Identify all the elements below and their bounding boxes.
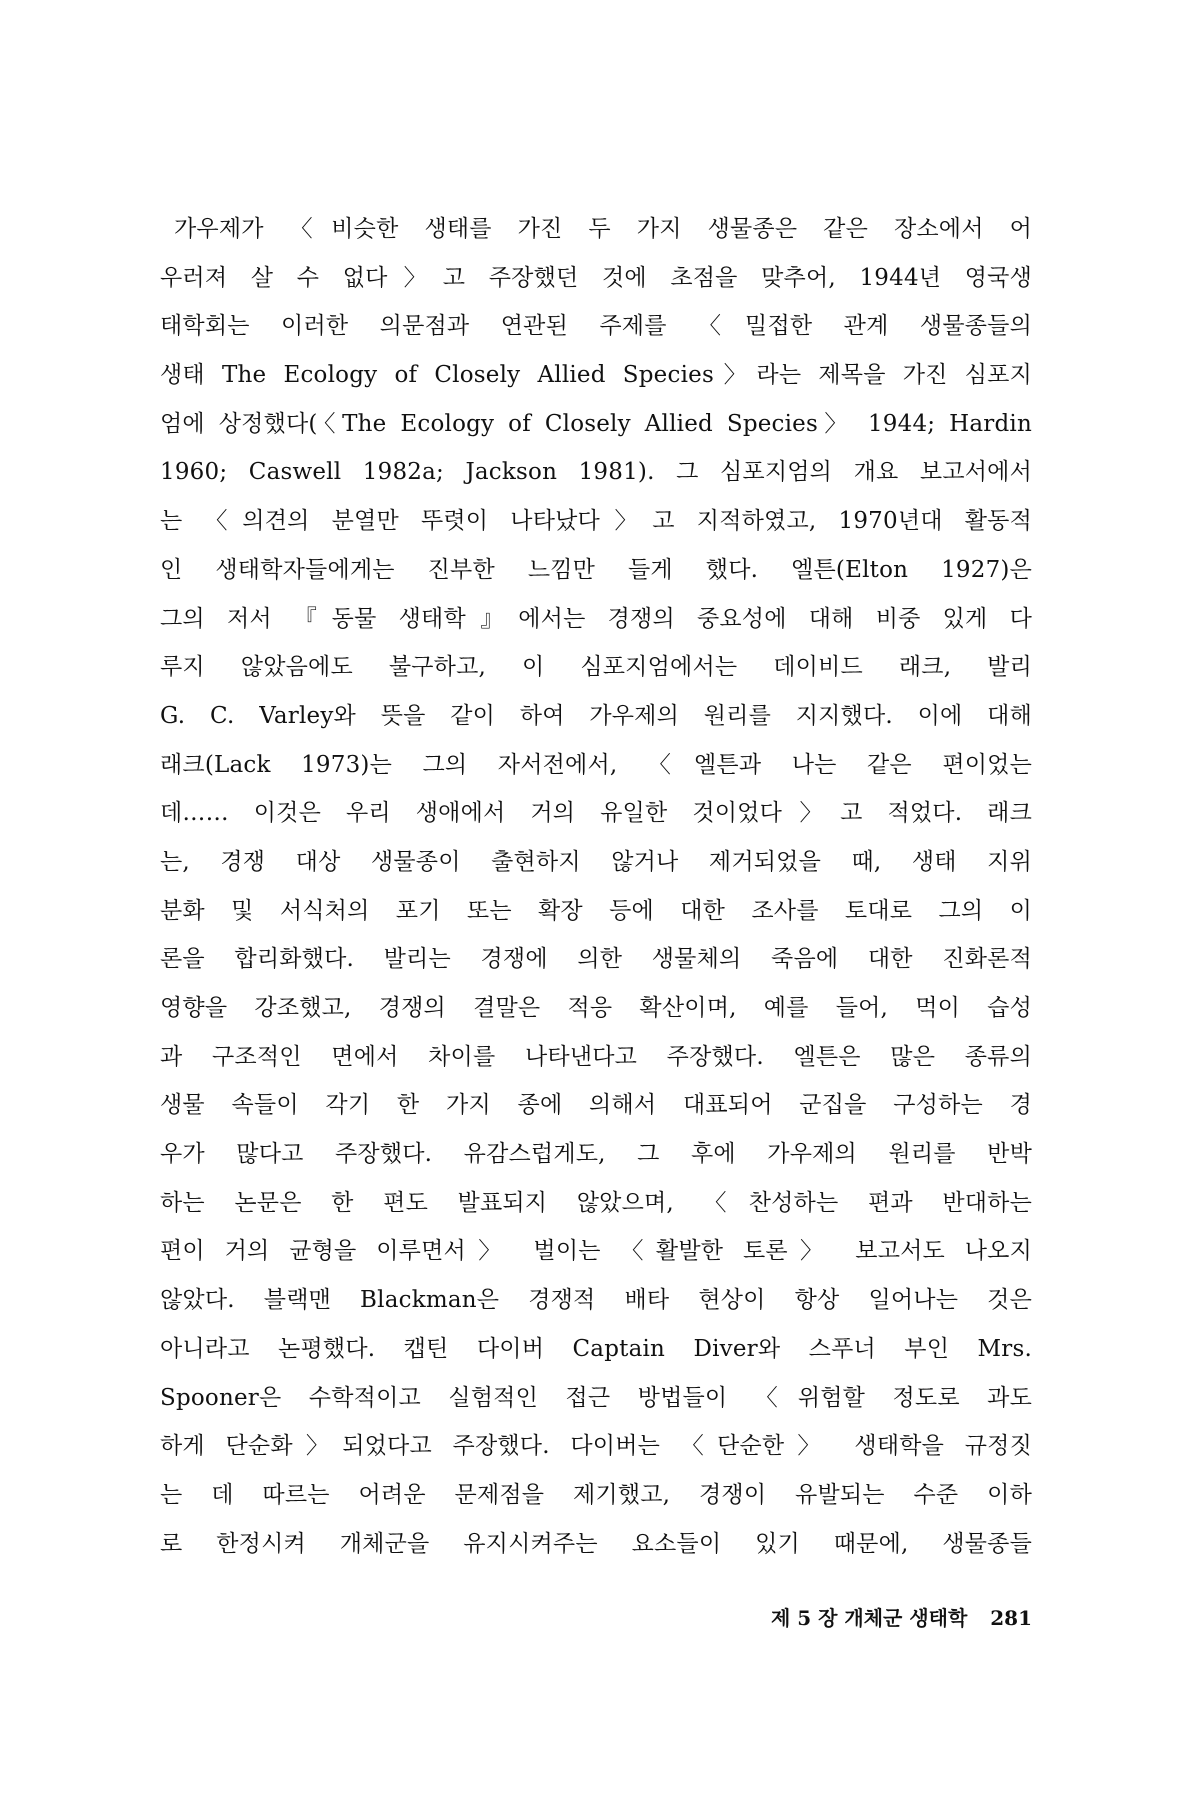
text-line: 편이 거의 균형을 이루면서〉 벌이는 〈활발한 토론〉 보고서도 나오지 (160, 1238, 1032, 1265)
text-line: G. C. Varley와 뜻을 같이 하여 가우제의 원리를 지지했다. 이에 대해 (160, 702, 1032, 729)
text-line: 생물 속들이 각기 한 가지 종에 의해서 대표되어 군집을 구성하는 경 (160, 1092, 1032, 1119)
page-footer (771, 1602, 1032, 1631)
page-number: 281 (990, 1606, 1032, 1630)
text-line: 분화 및 서식처의 포기 또는 확장 등에 대한 조사를 토대로 그의 이 (160, 897, 1032, 924)
running-footer-chapter: 제 5 장 개체군 생태학 (770, 1606, 968, 1630)
text-line: 태학회는 이러한 의문점과 연관된 주제를 〈밀접한 관계 생물종들의 (160, 313, 1032, 340)
text-line: 인 생태학자들에게는 진부한 느낌만 들게 했다. 엘튼(Elton 1927)은 (160, 556, 1032, 583)
text-line: 로 한정시켜 개체군을 유지시켜주는 요소들이 있기 때문에, 생물종들 (160, 1530, 1032, 1557)
text-line: 데…… 이것은 우리 생애에서 거의 유일한 것이었다〉고 적었다. 래크 (160, 800, 1032, 827)
text-line: 우러져 살 수 없다〉고 주장했던 것에 초점을 맞추어, 1944년 영국생 (160, 264, 1032, 291)
text-line: 않았다. 블랙맨 Blackman은 경쟁적 배타 현상이 항상 일어나는 것은 (160, 1287, 1032, 1314)
text-line: 는 〈의견의 분열만 뚜렷이 나타났다〉고 지적하였고, 1970년대 활동적 (160, 508, 1032, 535)
text-line: 래크(Lack 1973)는 그의 자서전에서, 〈엘튼과 나는 같은 편이었는 (160, 751, 1032, 778)
text-line: 가우제가 〈비슷한 생태를 가진 두 가지 생물종은 같은 장소에서 어 (174, 216, 1032, 242)
text-line: 그의 저서 『동물 생태학』에서는 경쟁의 중요성에 대해 비중 있게 다 (160, 605, 1032, 632)
text-line: 1960; Caswell 1982a; Jackson 1981). 그 심포지엄의 개요 보고서에서 (160, 459, 1032, 486)
text-line: 론을 합리화했다. 발리는 경쟁에 의한 생물체의 죽음에 대한 진화론적 (160, 946, 1032, 973)
text-line: 하는 논문은 한 편도 발표되지 않았으며, 〈찬성하는 편과 반대하는 (160, 1189, 1032, 1216)
text-line: 영향을 강조했고, 경쟁의 결말은 적응 확산이며, 예를 들어, 먹이 습성 (160, 995, 1032, 1021)
text-line: 는, 경쟁 대상 생물종이 출현하지 않거나 제거되었을 때, 생태 지위 (160, 848, 1032, 875)
text-line: Spooner은 수학적이고 실험적인 접근 방법들이 〈위험할 정도로 과도 (160, 1384, 1032, 1411)
body-text (160, 205, 1032, 1568)
text-line: 엄에 상정했다(〈The Ecology of Closely Allied Species〉 1944; Hardin (160, 410, 1032, 437)
text-line: 우가 많다고 주장했다. 유감스럽게도, 그 후에 가우제의 원리를 반박 (160, 1141, 1032, 1168)
text-line: 과 구조적인 면에서 차이를 나타낸다고 주장했다. 엘튼은 많은 종류의 (160, 1043, 1032, 1070)
text-line: 하게 단순화〉되었다고 주장했다. 다이버는 〈단순한〉 생태학을 규정짓 (160, 1433, 1032, 1460)
text-line: 는 데 따르는 어려운 문제점을 제기했고, 경쟁이 유발되는 수준 이하 (160, 1481, 1032, 1508)
text-line: 생태 The Ecology of Closely Allied Species〉라는 제목을 가진 심포지 (160, 362, 1032, 389)
text-line: 루지 않았음에도 불구하고, 이 심포지엄에서는 데이비드 래크, 발리 (160, 654, 1032, 681)
text-line: 아니라고 논평했다. 캡틴 다이버 Captain Diver와 스푸너 부인 Mrs. (160, 1335, 1032, 1362)
